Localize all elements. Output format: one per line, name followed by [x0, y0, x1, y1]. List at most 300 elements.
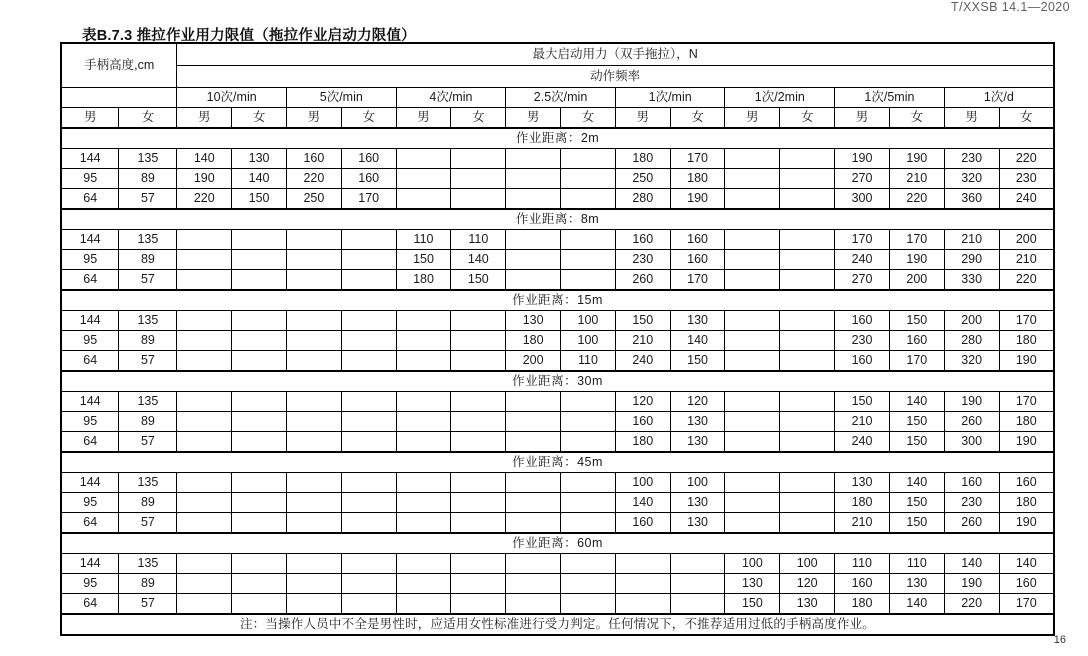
force-value-cell: 180: [506, 330, 561, 350]
force-value-cell: [177, 391, 232, 411]
table-row: [61, 573, 1054, 593]
force-value-cell: 140: [889, 593, 944, 614]
force-value-cell: [780, 431, 835, 452]
force-value-cell: [780, 391, 835, 411]
force-value-cell: [561, 472, 616, 492]
force-value-cell: [506, 269, 561, 290]
force-value-cell: [506, 411, 561, 431]
force-value-cell: [725, 391, 780, 411]
force-value-cell: [396, 148, 451, 168]
height-female-value: 57: [119, 593, 177, 614]
force-value-cell: [506, 229, 561, 249]
force-value-cell: 100: [615, 472, 670, 492]
force-value-cell: 240: [615, 350, 670, 371]
force-value-cell: [341, 512, 396, 533]
table-note-row: [61, 614, 1054, 635]
table-row: [61, 411, 1054, 431]
height-male-value: 64: [61, 512, 119, 533]
force-value-cell: [286, 492, 341, 512]
distance-band-label-5: 作业距离：45m: [61, 452, 1054, 473]
force-value-cell: [232, 593, 287, 614]
force-value-cell: [286, 411, 341, 431]
force-value-cell: 170: [889, 229, 944, 249]
max-force-header: 最大启动用力（双手拖拉），N: [177, 43, 1054, 65]
force-value-cell: [177, 472, 232, 492]
force-value-cell: [725, 330, 780, 350]
height-female-value: 89: [119, 573, 177, 593]
force-value-cell: [286, 593, 341, 614]
force-value-cell: 240: [999, 188, 1054, 209]
force-value-cell: 160: [944, 472, 999, 492]
height-female-value: 57: [119, 431, 177, 452]
force-value-cell: 230: [615, 249, 670, 269]
height-male-value: 95: [61, 492, 119, 512]
force-value-cell: 180: [615, 148, 670, 168]
force-value-cell: [177, 573, 232, 593]
force-value-cell: [232, 330, 287, 350]
force-value-cell: [725, 188, 780, 209]
force-value-cell: [286, 391, 341, 411]
force-value-cell: 190: [670, 188, 725, 209]
force-value-cell: 170: [999, 310, 1054, 330]
force-value-cell: [341, 573, 396, 593]
force-value-cell: [341, 492, 396, 512]
force-value-cell: 220: [889, 188, 944, 209]
force-value-cell: [561, 573, 616, 593]
force-value-cell: [561, 391, 616, 411]
force-value-cell: 180: [396, 269, 451, 290]
force-value-cell: [396, 553, 451, 573]
force-value-cell: [396, 330, 451, 350]
force-value-cell: 130: [670, 492, 725, 512]
force-value-cell: 140: [889, 391, 944, 411]
force-value-cell: [396, 168, 451, 188]
force-value-cell: 170: [999, 593, 1054, 614]
page-number: 16: [1053, 634, 1066, 646]
force-value-cell: [451, 391, 506, 411]
force-value-cell: 150: [889, 492, 944, 512]
table-row: [61, 512, 1054, 533]
force-value-cell: 180: [670, 168, 725, 188]
table-row: [61, 168, 1054, 188]
force-value-cell: [451, 310, 506, 330]
height-male-value: 144: [61, 310, 119, 330]
force-value-cell: [725, 249, 780, 269]
force-value-cell: 160: [615, 229, 670, 249]
force-value-cell: 150: [889, 310, 944, 330]
table-row: [61, 330, 1054, 350]
force-value-cell: [561, 269, 616, 290]
force-value-cell: [670, 573, 725, 593]
force-value-cell: [615, 553, 670, 573]
force-value-cell: [232, 512, 287, 533]
force-value-cell: [286, 431, 341, 452]
force-value-cell: 160: [286, 148, 341, 168]
sex-header-male-3: 男: [396, 107, 451, 128]
force-value-cell: 150: [889, 411, 944, 431]
force-value-cell: [451, 553, 506, 573]
force-value-cell: 180: [999, 411, 1054, 431]
sex-header-female-1: 女: [232, 107, 287, 128]
sex-header-male-1: 男: [177, 107, 232, 128]
force-value-cell: [286, 229, 341, 249]
force-value-cell: [396, 391, 451, 411]
force-value-cell: [725, 431, 780, 452]
force-value-cell: 170: [341, 188, 396, 209]
force-value-cell: [506, 492, 561, 512]
force-value-cell: 140: [670, 330, 725, 350]
force-value-cell: 290: [944, 249, 999, 269]
force-value-cell: 120: [780, 573, 835, 593]
force-value-cell: [725, 411, 780, 431]
force-value-cell: [451, 148, 506, 168]
force-value-cell: 140: [889, 472, 944, 492]
force-value-cell: 210: [944, 229, 999, 249]
frequency-header-3: 4次/min: [396, 87, 506, 107]
force-value-cell: [506, 512, 561, 533]
table-header-row-4: [61, 107, 1054, 128]
force-value-cell: [177, 411, 232, 431]
force-value-cell: [506, 472, 561, 492]
force-value-cell: [451, 431, 506, 452]
force-value-cell: 190: [999, 512, 1054, 533]
force-value-cell: 130: [835, 472, 890, 492]
force-value-cell: 160: [835, 310, 890, 330]
force-value-cell: 100: [780, 553, 835, 573]
force-value-cell: [451, 593, 506, 614]
force-value-cell: [286, 472, 341, 492]
force-value-cell: [232, 472, 287, 492]
force-value-cell: [396, 512, 451, 533]
height-male-value: 64: [61, 350, 119, 371]
force-value-cell: 210: [835, 411, 890, 431]
force-value-cell: [396, 411, 451, 431]
force-limits-table: [60, 42, 1055, 636]
table-caption: 表B.7.3 推拉作业用力限值（拖拉作业启动力限值）: [82, 28, 416, 44]
force-value-cell: 160: [341, 148, 396, 168]
force-value-cell: [725, 472, 780, 492]
force-value-cell: [780, 350, 835, 371]
force-value-cell: 260: [615, 269, 670, 290]
force-value-cell: [341, 330, 396, 350]
force-value-cell: [725, 492, 780, 512]
table-header-row-2: [61, 65, 1054, 87]
force-value-cell: 150: [615, 310, 670, 330]
force-value-cell: [780, 411, 835, 431]
force-value-cell: [396, 472, 451, 492]
force-value-cell: 270: [835, 269, 890, 290]
force-value-cell: 320: [944, 168, 999, 188]
frequency-header-1: 10次/min: [177, 87, 287, 107]
force-value-cell: 150: [670, 350, 725, 371]
force-value-cell: [780, 188, 835, 209]
force-value-cell: [341, 553, 396, 573]
table-row: [61, 472, 1054, 492]
force-value-cell: 140: [615, 492, 670, 512]
distance-band-row-6: [61, 533, 1054, 554]
force-value-cell: [670, 593, 725, 614]
force-value-cell: 250: [286, 188, 341, 209]
frequency-header-4: 2.5次/min: [506, 87, 616, 107]
table-container: [60, 42, 1055, 636]
force-value-cell: 130: [506, 310, 561, 330]
distance-band-label-3: 作业距离：15m: [61, 290, 1054, 311]
force-value-cell: 160: [835, 573, 890, 593]
force-value-cell: 200: [999, 229, 1054, 249]
force-value-cell: [177, 330, 232, 350]
force-value-cell: [341, 249, 396, 269]
force-value-cell: 200: [506, 350, 561, 371]
force-value-cell: [561, 512, 616, 533]
table-row: [61, 431, 1054, 452]
force-value-cell: 140: [944, 553, 999, 573]
height-female-value: 57: [119, 350, 177, 371]
force-value-cell: 220: [286, 168, 341, 188]
force-value-cell: [396, 593, 451, 614]
table-header-row-1: [61, 43, 1054, 65]
handle-height-female-header: 女: [119, 107, 177, 128]
force-value-cell: [232, 553, 287, 573]
force-value-cell: [232, 350, 287, 371]
force-value-cell: [506, 391, 561, 411]
force-value-cell: [561, 168, 616, 188]
force-value-cell: 190: [177, 168, 232, 188]
force-value-cell: 170: [835, 229, 890, 249]
force-value-cell: [615, 573, 670, 593]
force-value-cell: [286, 330, 341, 350]
sex-header-female-8: 女: [999, 107, 1054, 128]
force-value-cell: 190: [944, 391, 999, 411]
sex-header-male-2: 男: [286, 107, 341, 128]
force-value-cell: [232, 310, 287, 330]
force-value-cell: 150: [725, 593, 780, 614]
force-value-cell: [341, 229, 396, 249]
height-female-value: 89: [119, 492, 177, 512]
force-value-cell: 130: [232, 148, 287, 168]
frequency-header-6: 1次/2min: [725, 87, 835, 107]
sex-header-female-7: 女: [889, 107, 944, 128]
force-value-cell: 100: [561, 330, 616, 350]
force-value-cell: 300: [944, 431, 999, 452]
force-value-cell: 150: [396, 249, 451, 269]
force-value-cell: [451, 330, 506, 350]
force-value-cell: 140: [451, 249, 506, 269]
force-value-cell: [341, 593, 396, 614]
force-value-cell: 140: [232, 168, 287, 188]
force-value-cell: 130: [670, 310, 725, 330]
force-value-cell: 160: [615, 411, 670, 431]
height-female-value: 89: [119, 168, 177, 188]
force-value-cell: 120: [670, 391, 725, 411]
height-male-value: 64: [61, 269, 119, 290]
height-female-value: 57: [119, 512, 177, 533]
force-value-cell: [561, 249, 616, 269]
handle-height-spacer: [61, 87, 177, 107]
distance-band-row-4: [61, 371, 1054, 392]
force-value-cell: [286, 512, 341, 533]
force-value-cell: [780, 492, 835, 512]
force-value-cell: 140: [177, 148, 232, 168]
force-value-cell: 130: [725, 573, 780, 593]
height-male-value: 64: [61, 593, 119, 614]
table-row: [61, 391, 1054, 411]
force-value-cell: 160: [341, 168, 396, 188]
force-value-cell: 210: [999, 249, 1054, 269]
force-value-cell: [341, 350, 396, 371]
force-value-cell: 130: [889, 573, 944, 593]
force-value-cell: 100: [670, 472, 725, 492]
height-female-value: 135: [119, 148, 177, 168]
force-value-cell: 180: [999, 492, 1054, 512]
force-value-cell: 190: [999, 350, 1054, 371]
force-value-cell: [286, 553, 341, 573]
force-value-cell: 230: [944, 148, 999, 168]
height-female-value: 135: [119, 553, 177, 573]
force-value-cell: 170: [999, 391, 1054, 411]
force-value-cell: [341, 472, 396, 492]
force-value-cell: 150: [889, 512, 944, 533]
distance-band-row-1: [61, 128, 1054, 149]
table-row: [61, 310, 1054, 330]
force-value-cell: 200: [944, 310, 999, 330]
force-value-cell: 190: [889, 148, 944, 168]
force-value-cell: [561, 411, 616, 431]
force-value-cell: 160: [999, 573, 1054, 593]
force-value-cell: [341, 411, 396, 431]
force-value-cell: 130: [670, 411, 725, 431]
height-female-value: 135: [119, 310, 177, 330]
distance-band-label-2: 作业距离：8m: [61, 209, 1054, 230]
force-value-cell: 220: [177, 188, 232, 209]
force-value-cell: [451, 411, 506, 431]
force-value-cell: [286, 249, 341, 269]
force-value-cell: 180: [615, 431, 670, 452]
force-value-cell: [341, 269, 396, 290]
table-row: [61, 593, 1054, 614]
height-male-value: 95: [61, 411, 119, 431]
frequency-header-8: 1次/d: [944, 87, 1054, 107]
force-value-cell: 210: [835, 512, 890, 533]
force-value-cell: 360: [944, 188, 999, 209]
force-value-cell: [341, 391, 396, 411]
action-frequency-header: 动作频率: [177, 65, 1054, 87]
force-value-cell: [177, 229, 232, 249]
height-male-value: 144: [61, 553, 119, 573]
force-value-cell: 180: [999, 330, 1054, 350]
distance-band-row-2: [61, 209, 1054, 230]
force-value-cell: [232, 249, 287, 269]
handle-height-header: 手柄高度,cm: [61, 43, 177, 87]
height-female-value: 57: [119, 188, 177, 209]
force-value-cell: 150: [889, 431, 944, 452]
force-value-cell: 160: [889, 330, 944, 350]
table-row: [61, 553, 1054, 573]
force-value-cell: 110: [835, 553, 890, 573]
height-male-value: 95: [61, 330, 119, 350]
sex-header-female-3: 女: [451, 107, 506, 128]
force-value-cell: [177, 431, 232, 452]
force-value-cell: 210: [615, 330, 670, 350]
force-value-cell: 280: [944, 330, 999, 350]
force-value-cell: [286, 310, 341, 330]
force-value-cell: [725, 148, 780, 168]
table-row: [61, 269, 1054, 290]
force-value-cell: [177, 593, 232, 614]
force-value-cell: [396, 492, 451, 512]
force-value-cell: [506, 188, 561, 209]
force-value-cell: 170: [670, 148, 725, 168]
force-value-cell: [561, 229, 616, 249]
force-value-cell: 140: [999, 553, 1054, 573]
height-male-value: 95: [61, 573, 119, 593]
height-female-value: 135: [119, 391, 177, 411]
sex-header-male-4: 男: [506, 107, 561, 128]
height-male-value: 144: [61, 148, 119, 168]
force-value-cell: [177, 553, 232, 573]
frequency-header-7: 1次/5min: [835, 87, 945, 107]
force-value-cell: 300: [835, 188, 890, 209]
force-value-cell: 150: [451, 269, 506, 290]
height-male-value: 95: [61, 168, 119, 188]
force-value-cell: 230: [944, 492, 999, 512]
table-note: 注：当操作人员中不全是男性时，应适用女性标准进行受力判定。任何情况下，不推荐适用过低的手柄高度作业。: [61, 614, 1054, 635]
force-value-cell: 110: [889, 553, 944, 573]
force-value-cell: [506, 553, 561, 573]
distance-band-label-6: 作业距离：60m: [61, 533, 1054, 554]
force-value-cell: [780, 148, 835, 168]
force-value-cell: [396, 431, 451, 452]
table-header-row-3: [61, 87, 1054, 107]
height-male-value: 144: [61, 391, 119, 411]
height-female-value: 89: [119, 330, 177, 350]
force-value-cell: 160: [615, 512, 670, 533]
force-value-cell: [780, 269, 835, 290]
force-value-cell: [396, 188, 451, 209]
sex-header-male-6: 男: [725, 107, 780, 128]
force-value-cell: 100: [561, 310, 616, 330]
force-value-cell: 220: [944, 593, 999, 614]
force-value-cell: 190: [835, 148, 890, 168]
frequency-header-5: 1次/min: [615, 87, 725, 107]
force-value-cell: [177, 269, 232, 290]
height-male-value: 144: [61, 229, 119, 249]
force-value-cell: 180: [835, 492, 890, 512]
table-row: [61, 188, 1054, 209]
force-value-cell: [177, 512, 232, 533]
force-value-cell: [177, 350, 232, 371]
force-value-cell: 240: [835, 249, 890, 269]
force-value-cell: [561, 188, 616, 209]
force-value-cell: [286, 269, 341, 290]
force-value-cell: [177, 249, 232, 269]
force-value-cell: [451, 573, 506, 593]
force-value-cell: 250: [615, 168, 670, 188]
force-value-cell: 190: [999, 431, 1054, 452]
height-male-value: 144: [61, 472, 119, 492]
force-value-cell: [451, 188, 506, 209]
force-value-cell: 230: [835, 330, 890, 350]
force-value-cell: [506, 431, 561, 452]
force-value-cell: [232, 229, 287, 249]
force-value-cell: [177, 310, 232, 330]
force-value-cell: 190: [889, 249, 944, 269]
force-value-cell: [780, 512, 835, 533]
force-value-cell: 320: [944, 350, 999, 371]
force-value-cell: [561, 593, 616, 614]
force-value-cell: [561, 148, 616, 168]
height-female-value: 135: [119, 472, 177, 492]
force-value-cell: 130: [670, 431, 725, 452]
